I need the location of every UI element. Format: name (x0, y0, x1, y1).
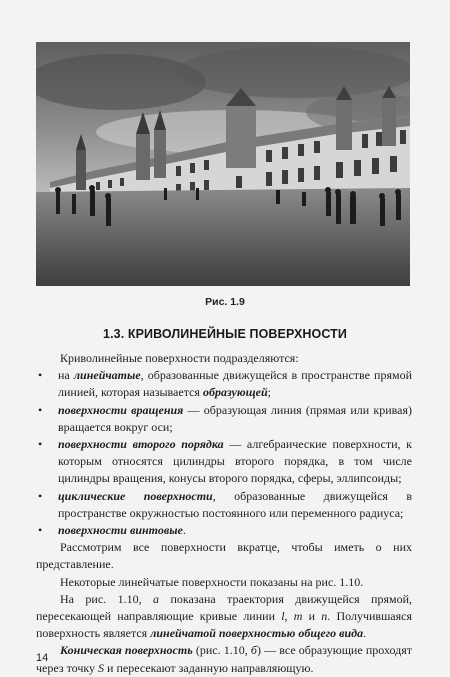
list-item: • поверхности вращения — образующая линия (прямая или кривая) вращается вокруг оси; (36, 402, 412, 436)
photo-illustration (36, 42, 410, 286)
photo-building-square (36, 42, 410, 286)
figure-caption: Рис. 1.9 (205, 296, 245, 308)
paragraph-conical: Коническая поверхность (рис. 1.10, б) — все образующие проходят через точку S и пересекают заданную направляющую. (36, 643, 413, 675)
surface-types-list (36, 367, 412, 539)
list-item: • поверхности второго порядка — алгебраические поверхности, к которым относятся цилиндры второго порядка, в том числе цилиндры вращения, конусы второго порядка, сферы, эллипсоиды; (36, 436, 412, 488)
section-heading: 1.3. КРИВОЛИНЕЙНЫЕ ПОВЕРХНОСТИ (103, 327, 347, 341)
list-item: • циклические поверхности, образованные движущейся в пространстве окружностью постоянного или переменного радиуса; (36, 488, 412, 522)
paragraph-ruled-intro: Некоторые линейчатые поверхности показаны на рис. 1.10. (60, 574, 364, 589)
intro-paragraph: Криволинейные поверхности подразделяются: (60, 351, 299, 365)
list-item: • на линейчатые, образованные движущейся в пространстве прямой линией, которая называется образующей; (36, 367, 412, 401)
list-item: • поверхности винтовые. (36, 522, 412, 539)
paragraph-overview: Рассмотрим все поверхности вкратце, чтобы иметь о них представление. (36, 540, 412, 572)
body-text (36, 350, 412, 677)
paragraph-general-ruled: На рис. 1.10, а показана траектория движущейся прямой, пересекающей направляющие кривые линии l, m и n. Получившаяся поверхность является линейчатой поверхностью общего вида. (36, 591, 413, 641)
page-number: 14 (36, 652, 49, 664)
